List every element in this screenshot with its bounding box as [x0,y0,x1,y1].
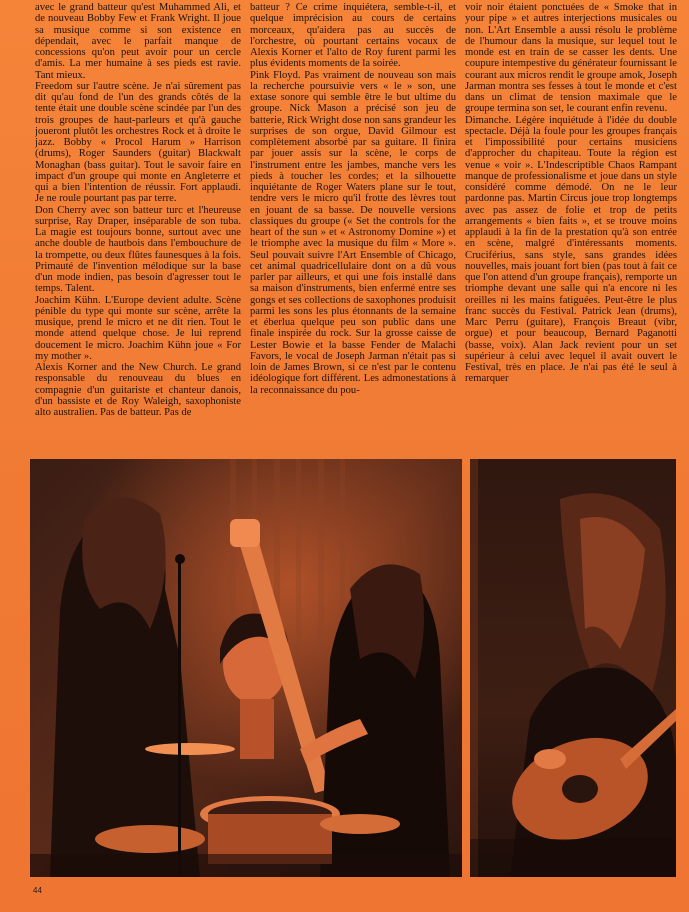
paragraph: Joachim Kühn. L'Europe devient adulte. Scène pénible du type qui monte sur scène, arrête la musique, prend le micro et ne dit rien. Tout le monde attend quelque chose. Je lui reprend doucement le micro. Joachim Kühn joue « For my mother ». [35,294,241,362]
paragraph: batteur ? Ce crime inquiétera, semble-t-il, et quelque imprécision au cours de certains morceaux, qu'aidera pas au succès de l'orchestre, où pourtant certains vocaux de Alexis Korner et l'alto de Roy furent parmi les plus évidents moments de la soirée. [250,2,456,70]
paragraph: Alexis Korner and the New Church. Le grand responsable du renouveau du blues en compagnie d'un guitariste et chanteur danois, d'un bassiste et de Roy Waleigh, saxophoniste alto australien. Pas de batteur. Pas de [35,362,241,418]
paragraph: Pink Floyd. Pas vraiment de nouveau son mais la recherche poursuivie vers « le » son, une extase sonore qui semble être le but ultime du groupe. Nick Mason a précisé son jeu de batterie, Rick Wright dose non sans grandeur les surprises de son orgue, David Gilmour est complètement absorbé par sa guitare. Il finira par jouer assis sur la scène, le corps de l'instrument entre les jambes, manche vers les pieds à toucher les cordes; et la silhouette inquiétante de Roger Waters plane sur le tout, tendre vers le micro qu'il frotte des lèvres tout en jouant de sa basse. De nouvelle versions classiques du groupe (« Set the controls for the heart of the sun » et « Astronomy Domine ») et le triomphe avec la musique du film « More ». Seul pouvait suivre l'Art Ensemble of Chicago, cet animal quadricellulaire dont on a dû vous parler par ailleurs, et qui une fois installé dans sa maison d'instruments, bien enfermé entre ses gongs et ses collections de saxophones produisit parmi les sons les plus étonnants de la semaine et éberlua quelque peu son public dans une finale inspirée du rock. Sur la grosse caisse de Lester Bowie et la basse Fender de Malachi Favors, le vocal de Joseph Jarman n'était pas si loin de James Brown, si ce n'est par le contenu idéologique fort différent. Les admonestations à la reconnaissance du pou- [250,69,456,396]
page-number: 44 [33,886,42,895]
text-column-1 [35,2,241,450]
paragraph: Dimanche. Légère inquiétude à l'idée du double spectacle. Déjà la foule pour les groupes français et l'impossibilité pour certains musiciens d'approcher du chapiteau. Toute la région est venue « voir ». L'Indescriptible Chaos Rampant manque de professionalisme et joue dans un style considéré comme démodé. On ne le leur pardonne pas. Martin Circus joue trop longtemps avec pas assez de folie et trop de petits arrangements « bien faits », et se trouve moins applaudi à la fin de la prestation qu'à son entrée en scène, malgré d'intéressants moments. Cruciférius, sans style, sans grandes idées nouvelles, mais jouant fort bien (pas tout à fait ce que l'on attend d'un groupe français), remporte un triomphe devant une salle qui n'a encore ni les oreilles ni les mains fatiguées. Peut-être le plus franc succès du Festival. Patrick Jean (drums), Marc Perru (guitare), François Breaut (vibr, orgue) et pour beaucoup, Bernard Paganotti (basse, voix). Alan Jack revient pour un set supérieur à celui avec lequel il avait ouvert le Festival, très en place. Je n'ai pas été le seul à remarquer [465,114,677,385]
concert-photo-guitarist [470,459,676,877]
text-column-3 [465,2,677,450]
paragraph: voir noir étaient ponctuées de « Smoke that in your pipe » et autres interjections musicales ou non. L'Art Ensemble a aussi résolu le problème de l'humour dans la musique, sur lequel tout le monde est en train de se casser les dents. Une coupure intempestive du générateur fournissant le courant aux micros rendit le groupe amok, Joseph Jarman montra ses fesses à tout le monde et c'est dans un climat de tension maximale que le groupe termina son set, le courant enfin revenu. [465,2,677,115]
paragraph: Freedom sur l'autre scène. Je n'ai sûrement pas dit qu'au fond de l'un des grands côtés de la tente était une double scène scindée par l'un des trois groupes de haut-parleurs et qu'à gauche joueront plutôt les orchestres Rock et à droite le jazz. Bobby « Procol Harum » Harrison (drums), Roger Saunders (guitar) Blackwalt Monaghan (bass guitar). Tout le savoir faire en impact d'un groupe qui monte en Angleterre et qui a bien l'intention de réussir. Fort applaudi. Je ne roule pourtant pas par terre. [35,80,241,205]
concert-photo-guitarist-image [470,459,676,877]
paragraph: Don Cherry avec son batteur turc et l'heureuse surprise, Ray Draper, inséparable de son tuba. La magie est toujours bonne, surtout avec une anche double de hautbois dans l'embouchure de la trompette, ou deux flûtes faunesques à la fois. Primauté de l'invention mélodique sur la base d'un mode indien, pas besoin d'agresser tout le temps. Talent. [35,204,241,295]
concert-photo-band-image [30,459,462,877]
text-column-2 [250,2,456,450]
paragraph: avec le grand batteur qu'est Muhammed Ali, et de nouveau Bobby Few et Frank Wright. Il joue sa musique comme si son existence en dépendait, avec le parfait manque de concessions qu'on peut avoir pour un cercle d'amis. La mer humaine à ses pieds est ravie. Tant mieux. [35,2,241,81]
concert-photo-band [30,459,462,877]
